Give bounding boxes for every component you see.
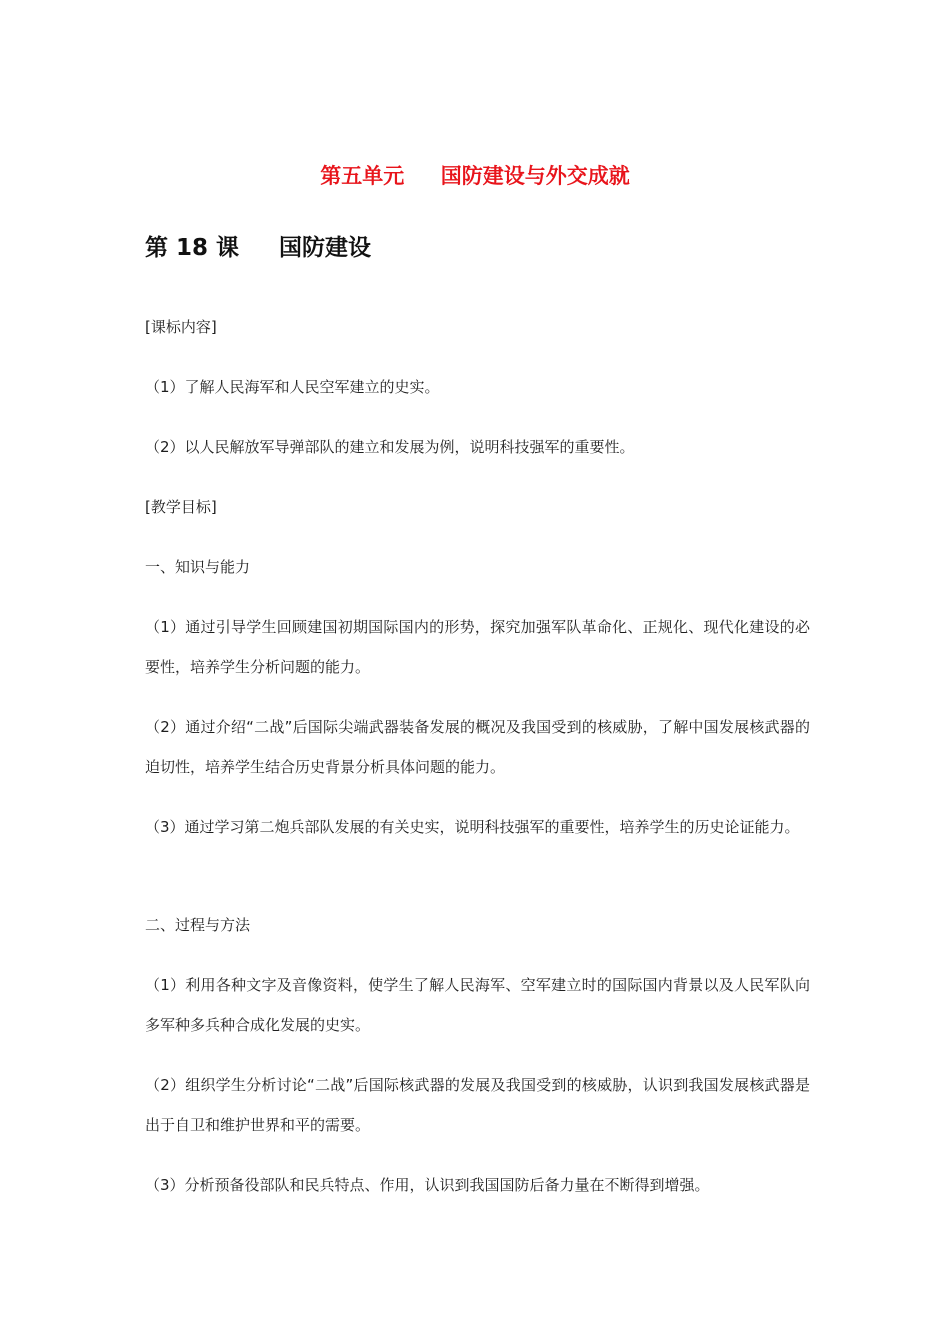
- knowledge-item-3: （3）通过学习第二炮兵部队发展的有关史实，说明科技强军的重要性，培养学生的历史论证能力。: [145, 818, 800, 836]
- process-item-2: （2）组织学生分析讨论“二战”后国际核武器的发展及我国受到的核威胁，认识到我国发展核武器是出于自卫和维护世界和平的需要。: [145, 1076, 810, 1134]
- standard-heading: [课标内容]: [145, 318, 217, 336]
- process-item-3: （3）分析预备役部队和民兵特点、作用，认识到我国国防后备力量在不断得到增强。: [145, 1176, 710, 1194]
- knowledge-item-2: （2）通过介绍“二战”后国际尖端武器装备发展的概况及我国受到的核威胁，了解中国发展核武器的迫切性，培养学生结合历史背景分析具体问题的能力。: [145, 718, 810, 776]
- standard-item-1: （1）了解人民海军和人民空军建立的史实。: [145, 378, 440, 396]
- process-item-1: （1）利用各种文字及音像资料，使学生了解人民海军、空军建立时的国际国内背景以及人民军队向多军种多兵种合成化发展的史实。: [145, 976, 810, 1034]
- unit-title: 第五单元 国防建设与外交成就: [320, 164, 630, 188]
- knowledge-item-1: （1）通过引导学生回顾建国初期国际国内的形势，探究加强军队革命化、正规化、现代化建设的必要性，培养学生分析问题的能力。: [145, 618, 810, 676]
- lesson-title: 第 18 课 国防建设: [145, 235, 372, 261]
- goals-heading: [教学目标]: [145, 498, 217, 516]
- section-heading-process: 二、过程与方法: [145, 916, 251, 934]
- section-heading-knowledge: 一、知识与能力: [145, 558, 251, 576]
- standard-item-2: （2）以人民解放军导弹部队的建立和发展为例，说明科技强军的重要性。: [145, 438, 635, 456]
